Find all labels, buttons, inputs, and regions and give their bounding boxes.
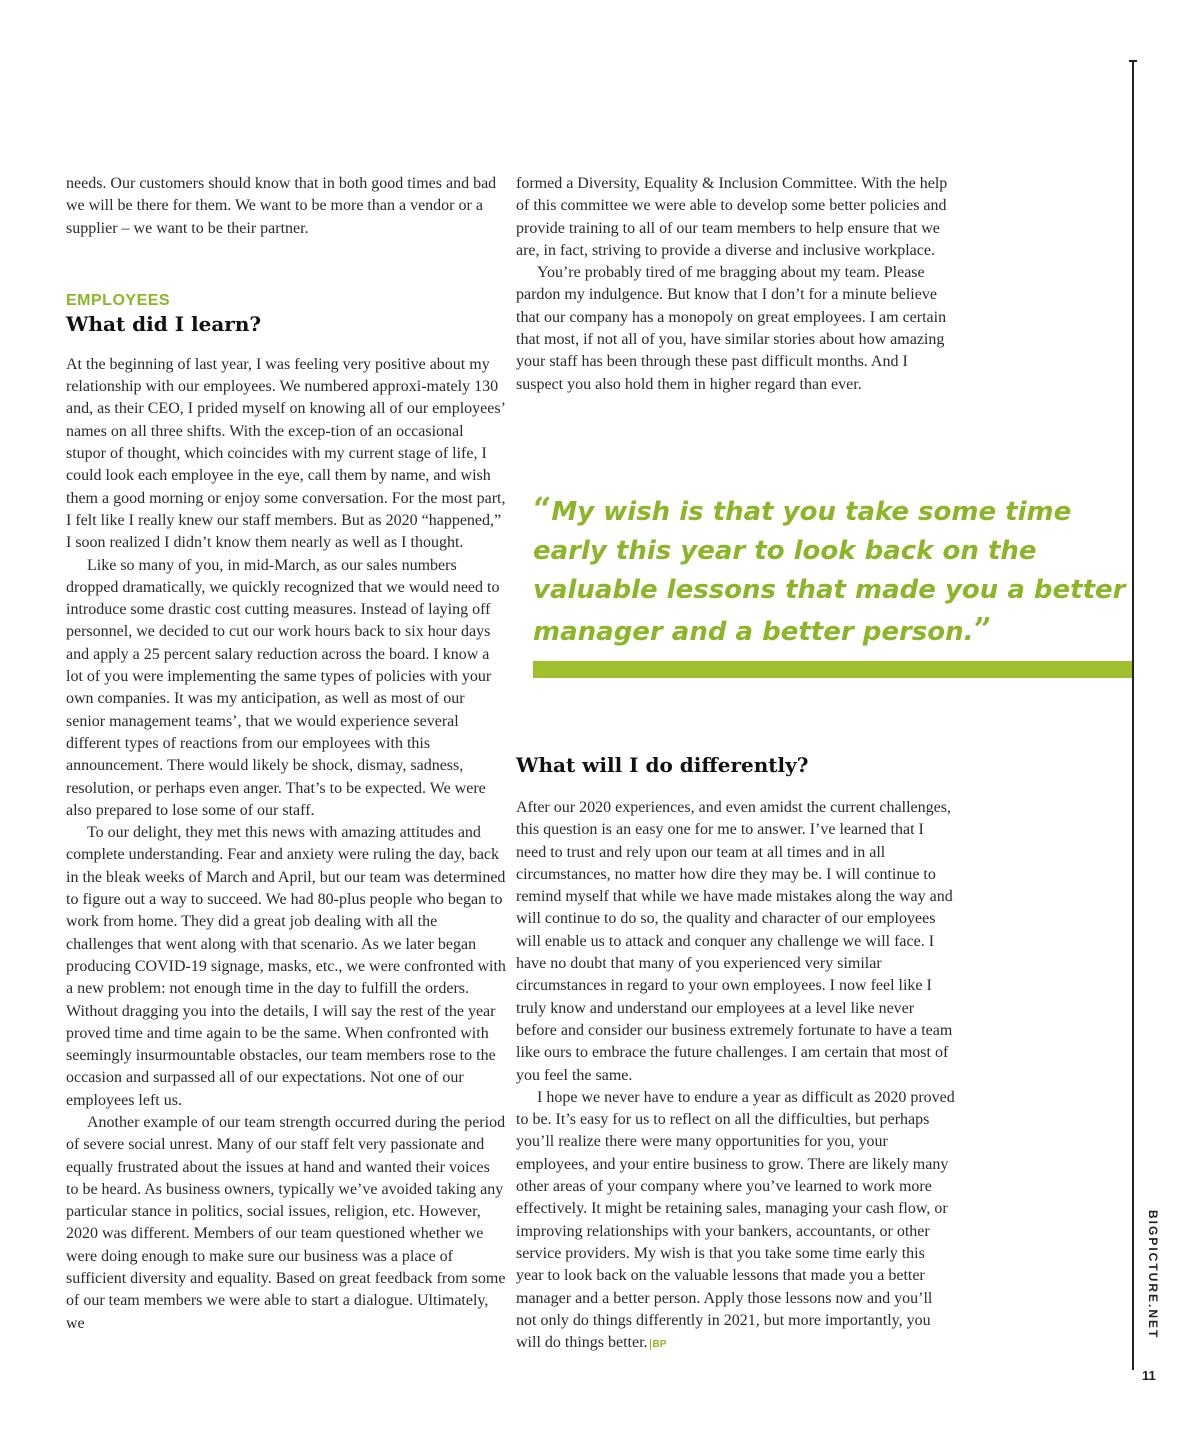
margin-rule — [1132, 60, 1134, 1370]
body-paragraph: To our delight, they met this news with amazing attitudes and complete understanding. Fear and anxiety were ruling the day, back in the bleak weeks of March and April, but our team was determined to figure out a way to succeed. We had 80-plus people who began to work from home. They did a great job dealing with all the challenges that went along with that scenario. As we later began producing COVID-19 signage, masks, etc., we were confronted with a new problem: not enough time in the day to fulfill the orders. Without dragging you into the details, I will say the rest of the year proved time and time again to be the same. When confronted with seemingly insurmountable obstacles, our team members rose to the occasion and surpassed all of our expectations. Not one of our employees left us. — [66, 824, 506, 1109]
right-column-lower — [516, 753, 956, 1356]
pull-quote-text: My wish is that you take some time early this year to look back on the valuable lessons that made you a better manager and a better person. — [533, 497, 1126, 647]
body-paragraph: Like so many of you, in mid-March, as our sales numbers dropped dramatically, we quickly recognized that we would need to introduce some drastic cost cutting measures. Instead of laying off personnel, we decided to cut our work hours back to six hour days and apply a 25 percent salary reduction across the board. I know a lot of you were implementing the same types of policies with your own companies. It was my anticipation, as well as most of our senior management teams’, that we would experience several different types of reactions from our employees with this announcement. There would likely be shock, dismay, sadness, resolution, or perhaps even anger. That’s to be expected. We were also prepared to lose some of our staff. — [66, 556, 500, 819]
body-paragraph: formed a Diversity, Equality & Inclusion Committee. With the help of this committee we were able to develop some better policies and provide training to all of our team members to help ensure that we are, in fact, striving to provide a diverse and inclusive workplace. — [516, 175, 948, 259]
section-heading-differently: What will I do differently? — [516, 753, 809, 777]
pull-quote — [533, 490, 1133, 652]
body-paragraph: After our 2020 experiences, and even amidst the current challenges, this question is an easy one for me to answer. I’ve learned that I need to trust and rely upon our team at all times and in all circumstances, no matter how dire they may be. I will continue to remind myself that while we have made mistakes along the way and will continue to do so, the quality and character of our employees will enable us to attack and conquer any challenge we will face. I have no doubt that many of you experienced very similar circumstances in regard to your own employees. I now feel like I truly know and understand our employees at a level like never before and consider our business extremely fortunate to have a team like ours to embrace the future challenges. I am certain that most of you feel the same. — [516, 799, 953, 1084]
site-name: BIGPICTURE.NET — [1146, 1210, 1160, 1340]
body-paragraph: You’re probably tired of me bragging about my team. Please pardon my indulgence. But know that I don’t for a minute believe that our company has a monopoly on great employees. I am certain that most, if not all of you, have similar stories about how amazing your staff has been through these past difficult months. And I suspect you also hold them in higher regard than ever. — [516, 264, 947, 393]
pull-quote-divider — [533, 661, 1133, 678]
end-mark-logo: BP — [650, 1339, 667, 1350]
margin-rule-tick — [1129, 60, 1137, 62]
section-heading-learn: What did I learn? — [66, 311, 262, 336]
left-column — [66, 173, 506, 1335]
body-paragraph-final — [516, 1087, 956, 1357]
body-paragraph: Another example of our team strength occurred during the period of severe social unrest. Many of our staff felt very passionate and equally frustrated about the issues at hand and wanted their voices to be heard. As business owners, typically we’ve avoided taking any particular stance in politics, social issues, religion, etc. However, 2020 was different. Members of our team questioned whether we were doing enough to make sure our business was a place of sufficient diversity and equality. Based on great feedback from some of our team members we were able to start a dialogue. Ultimately, we — [66, 1113, 506, 1332]
intro-paragraph: needs. Our customers should know that in both good times and bad we will be there for them. We want to be more than a vendor or a supplier – we want to be their partner. — [66, 175, 497, 237]
close-quote-mark: ” — [973, 610, 992, 648]
right-column — [516, 173, 956, 396]
section-label: EMPLOYEES — [66, 291, 171, 309]
final-paragraph-text: I hope we never have to endure a year as difficult as 2020 proved to be. It’s easy for us to reflect on all the difficulties, but perhaps you’ll realize there were many opportunities for you, your employees, and your entire business to grow. There are likely many other areas of your company where you’ve learned to work more effectively. It might be retaining sales, managing your cash flow, or improving relationships with your bankers, accountants, or other service providers. My wish is that you take some time early this year to look back on the valuable lessons that made you a better manager and a better person. Apply those lessons now and you’ll not only do things differently in 2021, but more importantly, you will do things better. — [516, 1088, 955, 1352]
open-quote-mark: “ — [533, 490, 552, 528]
page-number: 11 — [1142, 1368, 1156, 1383]
body-paragraph: At the beginning of last year, I was feeling very positive about my relationship with our employees. We numbered approxi-mately 130 and, as their CEO, I prided myself on knowing all of our employees’ names on all three shifts. With the excep-tion of an occasional stupor of thought, which coincides with my current stage of life, I could look each employee in the eye, call them by name, and wish them a good morning or enjoy some conversation. For the most part, I felt like I really knew our staff members. But as 2020 “happened,” I soon realized I didn’t know them nearly as well as I thought. — [66, 355, 506, 552]
